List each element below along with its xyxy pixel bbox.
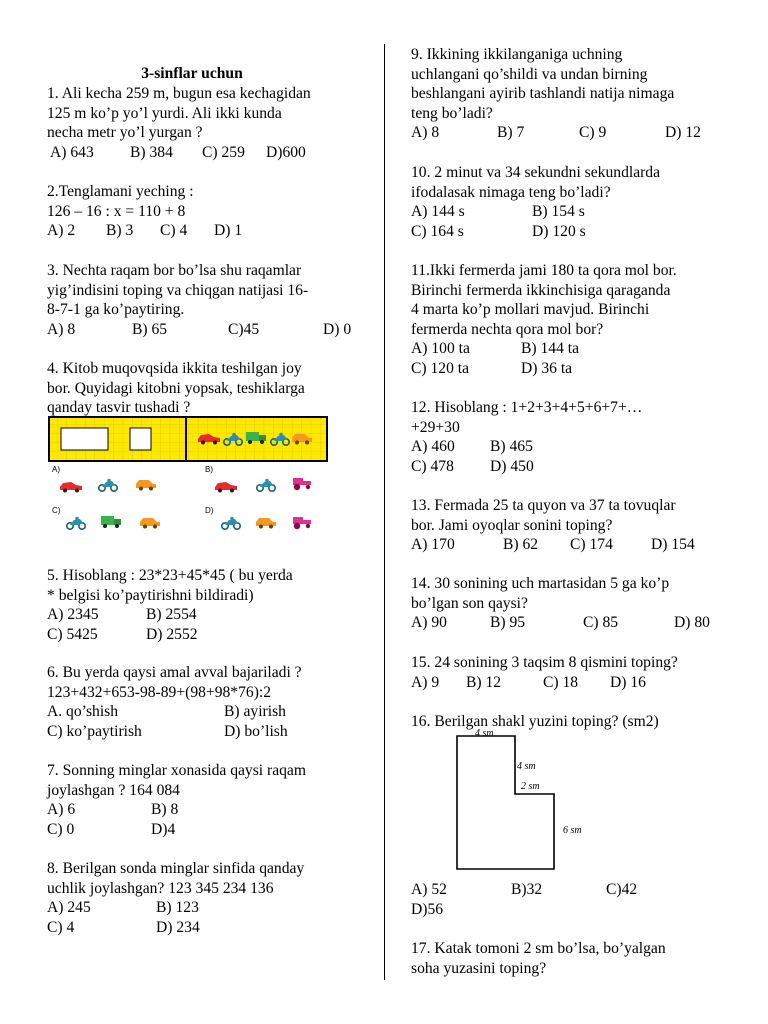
option-a[interactable]: A) 8 (47, 320, 76, 338)
question-16-options (411, 880, 741, 919)
q12-options (411, 437, 741, 457)
q17-line: soha yuzasini toping? (411, 959, 547, 977)
q9-line: uchlangani qo’shildi va undan birning (411, 65, 648, 83)
option-c[interactable]: C) 164 s (411, 222, 464, 240)
option-a[interactable]: A) 144 s (411, 203, 465, 221)
q16-options (411, 900, 741, 920)
q8-line: uchlik joylashgan? 123 345 234 136 (47, 879, 274, 897)
cover-hole-small (130, 428, 151, 450)
q3-line: 3. Nechta raqam bor bo’lsa shu raqamlar (47, 262, 302, 279)
q6-line: 123+432+653-98-89+(98+98*76):2 (47, 683, 272, 701)
question-11 (411, 261, 741, 379)
question-1 (47, 84, 365, 162)
q13-options (411, 535, 741, 555)
option-d[interactable]: D) 16 (610, 673, 646, 691)
option-b[interactable]: B) 465 (490, 438, 533, 456)
option-b[interactable]: B) 62 (503, 536, 539, 554)
option-c[interactable]: C) 9 (579, 124, 607, 142)
q1-line: 125 m ko’p yo’l yurdi. Ali ikki kunda (47, 104, 282, 122)
q16-options (411, 880, 741, 900)
option-b[interactable]: B) 7 (497, 124, 525, 142)
dim-right: 6 sm (563, 825, 582, 836)
tractor-icon (293, 517, 311, 529)
q1-line: 1. Ali kecha 259 m, bugun esa kechagidan (47, 85, 311, 102)
q10-options (411, 222, 741, 242)
option-c[interactable]: C) ko’paytirish (47, 722, 142, 740)
q9-options (411, 123, 741, 143)
motorcycle-icon (222, 517, 240, 530)
book-cover-figure (48, 416, 328, 546)
option-c[interactable]: C) 18 (543, 673, 579, 691)
option-a[interactable]: A) 245 (47, 899, 91, 917)
q4-line: 4. Kitob muqovqsida ikkita teshilgan joy (47, 360, 302, 377)
q7-line: joylashgan ? 164 084 (47, 781, 180, 799)
option-b[interactable]: B) 154 s (532, 203, 585, 221)
question-14 (411, 574, 741, 633)
question-10 (411, 163, 741, 241)
q15-line: 15. 24 sonining 3 taqsim 8 qismini toping? (411, 654, 678, 671)
option-c[interactable]: C) 120 ta (411, 359, 470, 377)
question-8 (47, 859, 365, 937)
motorcycle-icon (67, 517, 85, 530)
option-a[interactable]: A) 100 ta (411, 340, 470, 358)
dim-inner-vertical: 4 sm (517, 761, 536, 772)
q2-line: 2.Tenglamani yeching : (47, 183, 194, 200)
book-figure-svg (48, 416, 328, 546)
q6-options (47, 702, 365, 722)
page-title: 3-sinflar uchun (141, 65, 243, 82)
q5-line: * belgisi ko’paytirishni bildiradi) (47, 586, 254, 604)
q10-options (411, 202, 741, 222)
option-c[interactable]: C) 5425 (47, 625, 98, 643)
q1-options (47, 143, 365, 163)
car-icon (136, 480, 156, 491)
option-b[interactable]: B) 95 (490, 614, 526, 632)
option-c[interactable]: C) 85 (583, 614, 619, 632)
q12-options (411, 457, 741, 477)
l-shape-figure (451, 726, 611, 872)
option-a[interactable]: A) 2 (47, 222, 76, 240)
q3-line: yig’indisini toping va chiqgan natijasi 16- (47, 281, 309, 299)
q10-line: 10. 2 minut va 34 sekundni sekundlarda (411, 164, 661, 181)
option-a[interactable]: A) 170 (411, 536, 455, 554)
question-3 (47, 261, 365, 339)
option-c[interactable]: C) 4 (160, 222, 188, 240)
option-d[interactable]: D)600 (266, 143, 306, 161)
q7-options (47, 800, 365, 820)
q9-line: beshlangani ayirib tashlandi natija nimaga (411, 85, 675, 103)
q11-line: 11.Ikki fermerda jami 180 ta qora mol bor. (411, 262, 677, 279)
column-divider (384, 44, 385, 980)
q3-line: 8-7-1 ga ko’paytiring. (47, 301, 185, 319)
q11-line: 4 marta ko’p mollari mavjud. Birinchi (411, 301, 650, 319)
question-15 (411, 653, 741, 692)
fig-label-d: D) (205, 506, 214, 515)
option-d[interactable]: D) 120 s (532, 222, 586, 240)
dim-inner-horizontal: 2 sm (521, 781, 540, 792)
option-a[interactable]: A) 9 (411, 673, 440, 691)
q17-line: 17. Katak tomoni 2 sm bo’lsa, bo’yalgan (411, 940, 666, 957)
option-d[interactable]: D) 36 ta (521, 359, 573, 377)
cover-hole-large (61, 428, 108, 450)
q11-line: fermerda nechta qora mol bor? (411, 320, 604, 338)
q5-line: 5. Hisoblang : 23*23+45*45 ( bu yerda (47, 567, 293, 584)
question-7 (47, 761, 365, 839)
option-d[interactable]: D) 1 (214, 222, 243, 240)
option-a[interactable]: A) 52 (411, 881, 447, 898)
option-d[interactable]: D) 80 (674, 614, 710, 632)
option-b[interactable]: B) ayirish (224, 703, 286, 721)
option-b[interactable]: B) 2554 (146, 606, 197, 624)
q15-options (411, 673, 741, 693)
question-17 (411, 939, 741, 978)
option-d[interactable]: D) 2552 (146, 625, 198, 643)
q16-line: 16. Berilgan shakl yuzini toping? (sm2) (411, 713, 659, 730)
q1-line: necha metr yo’l yurgan ? (47, 124, 203, 142)
question-6 (47, 663, 365, 741)
q11-line: Birinchi fermerda ikkinchisiga qaraganda (411, 281, 671, 299)
option-c[interactable]: C) 4 (47, 918, 75, 936)
q12-line: +29+30 (411, 418, 460, 436)
q12-line: 12. Hisoblang : 1+2+3+4+5+6+7+… (411, 399, 643, 416)
q14-line: bo’lgan son qaysi? (411, 594, 528, 612)
option-d[interactable]: D)4 (151, 820, 176, 838)
car-icon (60, 482, 82, 493)
q8-options (47, 898, 365, 918)
option-b[interactable]: B) 65 (132, 320, 168, 338)
option-c[interactable]: C)42 (606, 881, 638, 898)
option-b[interactable]: B) 123 (156, 899, 199, 917)
car-icon (140, 518, 160, 529)
option-b[interactable]: B) 8 (151, 801, 179, 819)
l-shape-svg (451, 726, 611, 872)
q11-options (411, 359, 741, 379)
option-c[interactable]: C) 174 (570, 536, 613, 554)
option-b[interactable]: B) 3 (106, 222, 134, 240)
question-2 (47, 182, 365, 241)
option-c[interactable]: C) 478 (411, 457, 454, 475)
car-icon (215, 482, 237, 493)
q7-line: 7. Sonning minglar xonasida qaysi raqam (47, 762, 306, 779)
question-9 (411, 45, 741, 143)
q6-options (47, 722, 365, 742)
q5-options (47, 605, 365, 625)
fig-label-c: C) (52, 506, 61, 515)
q7-options (47, 820, 365, 840)
option-b[interactable]: B) 384 (130, 143, 173, 161)
q10-line: ifodalasak nimaga teng bo’ladi? (411, 183, 611, 201)
option-c[interactable]: C)45 (228, 320, 260, 338)
option-a[interactable]: A) 6 (47, 801, 76, 819)
q8-options (47, 918, 365, 938)
truck-icon (101, 516, 121, 528)
option-b[interactable]: B)32 (511, 881, 543, 898)
q9-line: teng bo’ladi? (411, 104, 493, 122)
option-c[interactable]: C) 259 (202, 143, 245, 161)
question-13 (411, 496, 741, 555)
q11-options (411, 339, 741, 359)
motorcycle-icon (257, 479, 275, 492)
option-a[interactable]: A) 460 (411, 438, 455, 456)
option-a[interactable]: A) 2345 (47, 606, 99, 624)
option-b[interactable]: B) 144 ta (521, 340, 580, 358)
option-b[interactable]: B) 12 (466, 673, 502, 691)
option-a[interactable]: A) 90 (411, 614, 447, 632)
q9-line: 9. Ikkining ikkilanganiga uchning (411, 46, 623, 63)
question-12 (411, 398, 741, 476)
option-a[interactable]: A) 643 (50, 143, 94, 161)
question-4 (47, 359, 365, 418)
option-a[interactable]: A. qo’shish (47, 703, 119, 721)
q4-line: bor. Quyidagi kitobni yopsak, teshiklarga (47, 379, 305, 397)
q8-line: 8. Berilgan sonda minglar sinfida qanday (47, 860, 305, 877)
option-c[interactable]: C) 0 (47, 820, 75, 838)
question-5 (47, 566, 365, 644)
l-shape-outline (457, 736, 554, 869)
q3-options (47, 320, 365, 340)
q6-line: 6. Bu yerda qaysi amal avval bajariladi ? (47, 664, 302, 681)
q5-options (47, 625, 365, 645)
fig-label-a: A) (52, 465, 60, 474)
dim-top: 4 sm (475, 728, 494, 739)
q4-line: qanday tasvir tushadi ? (47, 399, 191, 417)
tractor-icon (293, 478, 311, 490)
fig-label-b: B) (205, 465, 213, 474)
q14-options (411, 613, 741, 633)
option-d[interactable]: D) 0 (323, 320, 352, 338)
q2-options (47, 221, 365, 241)
option-d[interactable]: D) 154 (651, 536, 695, 554)
option-d[interactable]: D) 450 (490, 457, 534, 475)
option-a[interactable]: A) 8 (411, 124, 440, 142)
q14-line: 14. 30 sonining uch martasidan 5 ga ko’p (411, 575, 670, 592)
option-d[interactable]: D) 234 (156, 918, 200, 936)
q13-line: bor. Jami oyoqlar sonini toping? (411, 516, 613, 534)
option-d[interactable]: D) 12 (665, 124, 701, 142)
option-d[interactable]: D)56 (411, 900, 444, 918)
option-d[interactable]: D) bo’lish (224, 722, 288, 740)
motorcycle-icon (99, 479, 117, 492)
q2-line: 126 – 16 : x = 110 + 8 (47, 202, 186, 220)
q13-line: 13. Fermada 25 ta quyon va 37 ta tovuqlar (411, 497, 676, 514)
car-icon (256, 518, 276, 529)
